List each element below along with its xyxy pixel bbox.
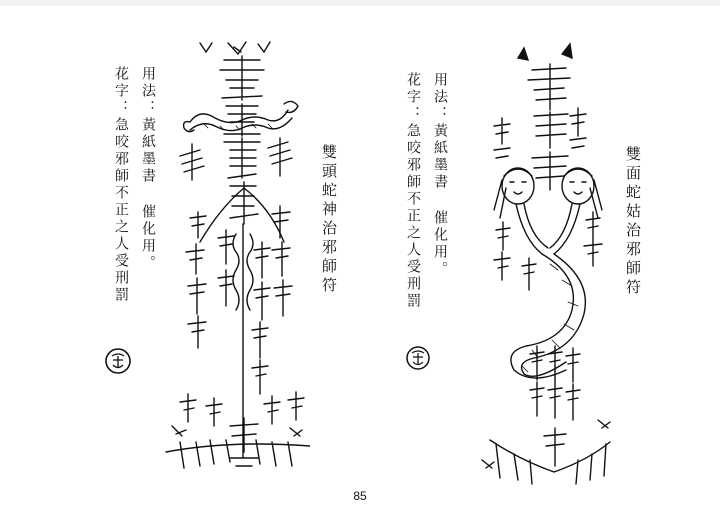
right-seal-icon (405, 345, 431, 371)
right-talisman-drawing (470, 40, 620, 490)
right-usage: 用法：黃紙墨書 催化用。 (432, 72, 448, 278)
page-number: 85 (353, 489, 367, 503)
left-seal-icon (104, 347, 132, 375)
left-talisman-drawing (160, 38, 310, 478)
right-flower-characters: 花字：急咬邪師不正之人受刑罰 (405, 72, 421, 310)
page-top-edge (0, 0, 720, 6)
left-usage: 用法：黃紙墨書 催化用。 (140, 66, 156, 272)
left-flower-characters: 花字：急咬邪師不正之人受刑罰 (113, 66, 129, 304)
left-talisman-title: 雙頭蛇神治邪師符 (320, 144, 338, 296)
right-talisman-title: 雙面蛇姑治邪師符 (624, 146, 642, 298)
